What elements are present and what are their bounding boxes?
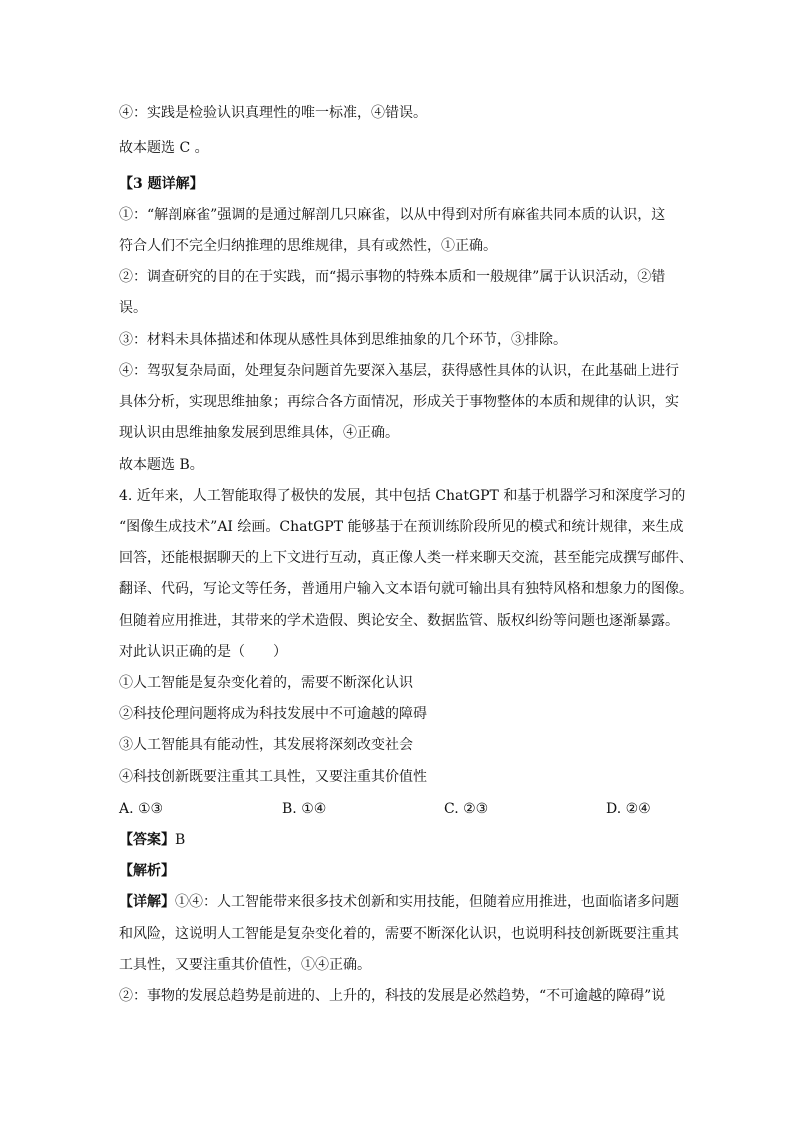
detail-text: ①④：人工智能带来很多技术创新和实用技能，但随着应用推进，也面临诸多问题	[175, 894, 679, 910]
text-line: 具体分析，实现思维抽象；再综合各方面情况，形成关于事物整体的本质和规律的认识，实	[119, 394, 679, 410]
question-text: 回答，还能根据聊天的上下文进行互动，真正像人类一样来聊天交流，甚至能完成撰写邮件、	[119, 550, 693, 566]
option-c: C. ②③	[444, 801, 489, 817]
answer-value: B	[175, 832, 186, 848]
text-line: ①：“解剖麻雀”强调的是通过解剖几只麻雀，以从中得到对所有麻雀共同本质的认识，这	[119, 207, 666, 223]
option-d: D. ②④	[606, 801, 651, 817]
text-line: 误。	[119, 300, 147, 316]
text-line: 故本题选 C 。	[119, 140, 209, 156]
answer-label: 【答案】	[119, 832, 175, 848]
statement-item: ③人工智能具有能动性，其发展将深刻改变社会	[119, 737, 413, 753]
detail-line: ②：事物的发展总趋势是前进的、上升的，科技的发展是必然趋势，“不可逾越的障碍”说	[119, 988, 666, 1004]
question-text: 翻译、代码，写论文等任务，普通用户输入文本语句就可输出具有独特风格和想象力的图像。	[119, 581, 693, 597]
text-line: 符合人们不完全归纳推理的思维规律，具有或然性，①正确。	[119, 238, 497, 254]
detail-line: 工具性，又要注重其价值性，①④正确。	[119, 957, 371, 973]
statement-item: ①人工智能是复杂变化着的，需要不断深化认识	[119, 675, 413, 691]
text-line: 故本题选 B。	[119, 457, 204, 473]
detail-line: 和风险，这说明人工智能是复杂变化着的，需要不断深化认识，也说明科技创新既要注重其	[119, 926, 679, 942]
question-text: 但随着应用推进，其带来的学术造假、舆论安全、数据监管、版权纠纷等问题也逐渐暴露。	[119, 613, 679, 629]
statement-item: ②科技伦理问题将成为科技发展中不可逾越的障碍	[119, 706, 427, 722]
detail-label: 【详解】	[119, 894, 175, 910]
text-line: ③：材料未具体描述和体现从感性具体到思维抽象的几个环节，③排除。	[119, 332, 567, 348]
section-heading: 【3 题详解】	[119, 176, 204, 192]
option-b: B. ①④	[282, 801, 327, 817]
text-line: 现认识由思维抽象发展到思维具体，④正确。	[119, 425, 399, 441]
question-text: 对此认识正确的是（ ）	[119, 644, 287, 660]
text-line: ④：实践是检验认识真理性的唯一标准，④错误。	[119, 105, 427, 121]
question-text: 4. 近年来，人工智能取得了极快的发展，其中包括 ChatGPT 和基于机器学习和深度学习的	[119, 488, 686, 504]
text-line: ②：调查研究的目的在于实践，而“揭示事物的特殊本质和一般规律”属于认识活动，②错	[119, 269, 666, 285]
statement-item: ④科技创新既要注重其工具性，又要注重其价值性	[119, 769, 427, 785]
text-line: ④：驾驭复杂局面，处理复杂问题首先要深入基层，获得感性具体的认识，在此基础上进行	[119, 363, 679, 379]
detail-line	[119, 892, 679, 912]
option-a: A. ①③	[119, 801, 164, 817]
question-text: “图像生成技术”AI 绘画。ChatGPT 能够基于在预训练阶段所见的模式和统计规律，来生成	[119, 519, 684, 535]
answer-line	[119, 830, 679, 850]
analysis-label: 【解析】	[119, 863, 175, 879]
